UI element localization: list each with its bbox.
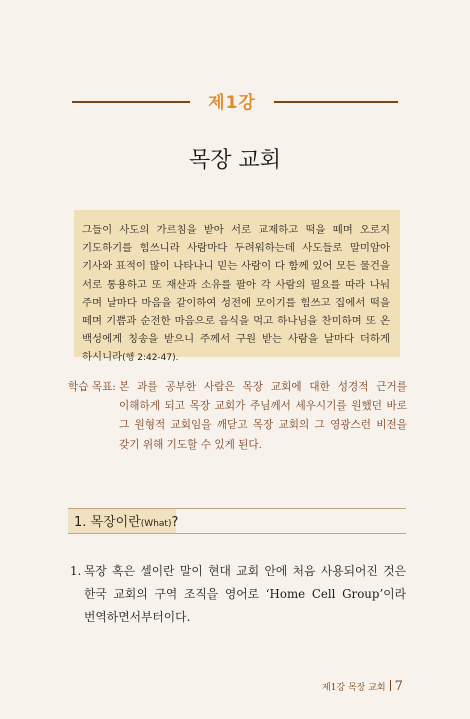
- section-heading-english: (What): [140, 519, 172, 529]
- scripture-reference: (행 2:42-47).: [122, 353, 179, 364]
- running-title: 제1강 목장 교회: [322, 683, 386, 693]
- section-heading-question-mark: ?: [171, 515, 179, 530]
- scripture-passage: [82, 221, 390, 368]
- scripture-text: 그들이 사도의 가르침을 받아 서로 교제하고 떡을 떼며 오로지 기도하기를 힘쓰니라 사람마다 두려워하는데 사도들로 말미암아 기사와 표적이 많이 나타나니 믿는 사람이 다 함께 있어 모든 물건을 서로 통용하고 또 재산과 소유를 팔아 각 사람의 필요를 따라 나눠 주며 날마다 마음을 같이하여 성전에 모이기를 힘쓰고 집에서 떡을 떼며 기쁨과 순전한 마음으로 음식을 먹고 하나님을 찬미하며 또 온 백성에게 칭송을 받으니 주께서 구원 받는 사람을 날마다 더하게 하시니라: [82, 224, 390, 364]
- chapter-label: 제1강: [208, 93, 256, 113]
- chapter-rule-left: [72, 101, 190, 103]
- chapter-title: 목장 교회: [188, 148, 281, 173]
- paragraph-text: 목장 혹은 셀이란 말이 현대 교회 안에 처음 사용되어진 것은 한국 교회의 구역 조직을 영어로 ‘Home Cell Group’이라 번역하면서부터이다.: [84, 564, 406, 624]
- learning-objective-text: 본 과를 공부한 사람은 목장 교회에 대한 성경적 근거를 이해하게 되고 목장 교회가 주님께서 세우시기를 원했던 바로 그 원형적 교회임을 깨닫고 목장 교회의 그 영광스런 비전을 갖기 위해 기도할 수 있게 된다.: [119, 381, 407, 451]
- learning-objective-label: 학습 목표:: [68, 381, 116, 393]
- chapter-rule-right: [274, 101, 398, 103]
- paragraph-number: 1.: [70, 564, 82, 578]
- section-heading: [74, 511, 178, 530]
- page-number: 7: [394, 679, 403, 694]
- section-heading-text: 1. 목장이란: [74, 515, 141, 530]
- page-footer: [322, 679, 402, 694]
- footer-separator: [390, 680, 391, 691]
